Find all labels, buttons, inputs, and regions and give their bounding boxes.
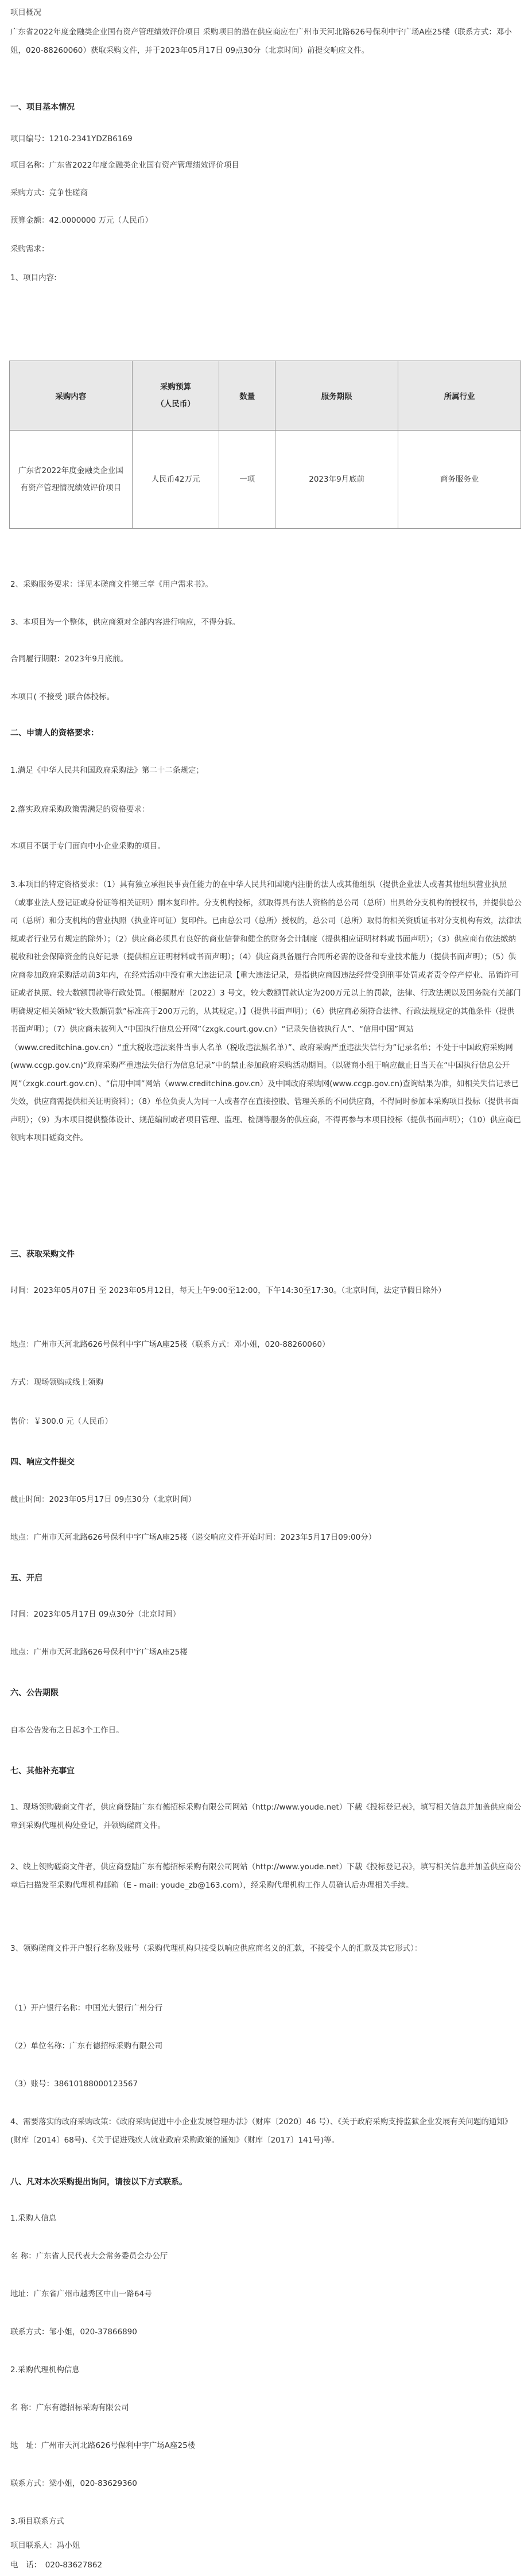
document-price: 售价：￥300.0 元（人民币） [10,1417,112,1426]
table-header-row [10,361,521,431]
purchaser-address: 地址：广东省广州市越秀区中山一路64号 [10,2290,152,2299]
bank-account: （3）账号：38610188000123567 [10,2079,138,2089]
whole-project-note: 3、本项目为一个整体，供应商须对全部内容进行响应，不得分拆。 [10,618,240,627]
overview-text: 广东省2022年度金融类企业国有资产管理绩效评价项目 采购项目的潜在供应商应在广州市天河北路626号保利中宇广场A座25楼（联系方式：邓小姐，020-88260060）获取采购文件，并于2023年05月17日 09点30分（北京时间）前提交响应文件。 [10,28,512,55]
supplement-item-4: 4、需要落实的政府采购政策：《政府采购促进中小企业发展管理办法》（财库〔2020〕46 号）、《关于政府采购支持监狱企业发展有关问题的通知》(财库〔2014〕68号)、《关于促进残疾人就业政府采购政策的通知》（财库〔2017〕141号)等。 [10,2117,512,2145]
project-contact-phone: 电 话： 020-83627862 [10,2560,103,2570]
section-7-heading: 七、其他补充事宜 [10,1767,75,1776]
agency-title: 2.采购代理机构信息 [10,2365,80,2374]
section-4-heading: 四、响应文件提交 [10,1458,75,1467]
opening-place: 地点：广州市天河北路626号保利中宇广场A座25楼 [10,1648,188,1657]
table-header: 服务期限 [275,361,398,431]
section-5-heading: 五、开启 [10,1574,42,1583]
table-cell: 2023年9月底前 [275,431,398,529]
agency-name: 名 称：广东有德招标采购有限公司 [10,2403,129,2412]
section-1-heading: 一、项目基本情况 [10,103,75,112]
table-cell: 人民币42万元 [132,431,219,529]
supplement-item-3: 3、领购磋商文件开户银行名称及账号（采购代理机构只接受以响应供应商名义的汇款，不接受个人的汇款及其它形式）： [10,1944,422,1953]
overview-heading: 项目概况 [10,8,41,17]
qualification-2-detail: 本项目不属于专门面向中小企业采购的项目。 [10,842,165,851]
project-number: 项目编号：1210-2341YDZB6169 [10,134,133,144]
notice-period: 自本公告发布之日起3个工作日。 [10,1726,124,1735]
table-header: 采购内容 [10,361,133,431]
table-header: 采购预算 （人民币） [132,361,219,431]
service-requirement: 2、采购服务要求：详见本磋商文件第三章《用户需求书》。 [10,580,213,589]
table-cell: 商务服务业 [398,431,521,529]
agency-address: 地 址：广州市天河北路626号保利中宇广场A座25楼 [10,2441,196,2450]
table-header: 所属行业 [398,361,521,431]
bank-branch: （1）开户银行名称：中国光大银行广州分行 [10,2004,163,2013]
agency-contact: 联系方式：梁小姐，020-83629360 [10,2479,137,2488]
qualification-2: 2.落实政府采购政策需满足的资格要求： [10,805,150,814]
table-row [10,431,521,529]
purchaser-title: 1.采购人信息 [10,2214,57,2223]
section-6-heading: 六、公告期限 [10,1688,59,1698]
submission-deadline: 截止时间：2023年05月17日 09点30分（北京时间） [10,1495,196,1504]
acquisition-way: 方式：现场领购或线上领购 [10,1378,103,1387]
qualification-1: 1.满足《中华人民共和国政府采购法》第二十二条规定； [10,766,204,775]
acquisition-time: 时间：2023年05月07日 至 2023年05月12日，每天上午9:00至12:00，下午14:30至17:30。（北京时间，法定节假日除外） [10,1286,446,1295]
section-2-heading: 二、申请人的资格要求： [10,729,99,738]
project-content-label: 1、项目内容: [10,273,57,282]
supplement-item-2: 2、线上领购磋商文件者，供应商登陆广东有德招标采购有限公司网站（http://www.youde.net）下载《投标登记表》，填写相关信息并加盖供应商公章后扫描发至采购代理机构邮箱（E - mail: youde_zb@163.com），经采购代理机构工作人员确认后办理相关手续。 [10,1862,521,1890]
submission-place: 地点：广州市天河北路626号保利中宇广场A座25楼（递交响应文件开始时间：2023年5月17日09:00分） [10,1533,376,1542]
table-cell: 一项 [219,431,275,529]
project-contact-title: 3.项目联系方式 [10,2517,64,2526]
consortium-note: 本项目( 不接受 )联合体投标。 [10,692,115,702]
qualification-3: 3.本项目的特定资格要求：（1）具有独立承担民事责任能力的在中华人民共和国境内注册的法人或其他组织（提供企业法人或者其他组织营业执照（或事业法人登记证或身份证等相关证明）副本复印件。分支机构投标，须取得具有法人资格的总公司（总所）出具给分支机构的授权书，并提供总公司（总所）和分支机构的营业执照（执业许可证）复印件。已由总公司（总所）授权的，总公司（总所）取得的相关资质证书对分支机构有效，法律法规或者行业另有规定的除外）；（2）供应商必须具有良好的商业信誉和健全的财务会计制度（提供相应证明材料或书面声明）；（3）供应商有依法缴纳税收和社会保障资金的良好记录（提供相应证明材料或书面声明）；（4）供应商具备履行合同所必需的设备和专业技术能力（提供书面声明）；（5）供应商参加政府采购活动前3年内，在经营活动中没有重大违法记录【重大违法记录，是指供应商因违法经营受到刑事处罚或者责令停产停业、吊销许可证或者执照、较大数额罚款等行政处罚。（根据财库〔2022〕3 号文，较大数额罚款认定为200万元以上的罚款，法律、行政法规以及国务院有关部门明确规定相关领域“较大数额罚款”标准高于200万元的，从其规定。）】（提供书面声明）；（6）供应商必须符合法律、行政法规规定的其他条件（提供书面声明）；（7）供应商未被列入“中国执行信息公开网”（zxgk.court.gov.cn）“记录失信被执行人”、“信用中国”网站（www.creditchina.gov.cn）“重大税收违法案件当事人名单（税收违法黑名单）”、政府采购严重违法失信行为”记录名单；不处于中国政府采购网(www.ccgp.gov.cn)“政府采购严重违法失信行为信息记录”中的禁止参加政府采购活动期间。（以磋商小组于响应截止日当天在“中国执行信息公开网”（zxgk.court.gov.cn）、“信用中国”网站（www.creditchina.gov.cn）及中国政府采购网(www.ccgp.gov.cn)查询结果为准，如相关失信记录已失效，供应商需提供相关证明资料）；（8）单位负责人为同一人或者存在直接控股、管理关系的不同供应商，不得同时参加本采购项目投标（提供书面声明）；（9）为本项目提供整体设计、规范编制或者项目管理、监理、检测等服务的供应商，不得再参与本项目投标（提供书面声明）；（10）供应商已领购本项目磋商文件。 [10,880,522,1142]
bank-unit: （2）单位名称：广东有德招标采购有限公司 [10,2042,163,2051]
project-contact-person: 项目联系人：冯小姐 [10,2541,80,2550]
procurement-requirement: 采购需求： [10,245,49,254]
opening-time: 时间：2023年05月17日 09点30分（北京时间） [10,1610,181,1619]
purchaser-name: 名 称：广东省人民代表大会常务委员会办公厅 [10,2252,168,2261]
procurement-method: 采购方式：竞争性磋商 [10,188,88,197]
contract-period: 合同履行期限：2023年9月底前。 [10,654,128,664]
section-8-heading: 八、凡对本次采购提出询问，请按以下方式联系。 [10,2178,187,2187]
section-3-heading: 三、获取采购文件 [10,1250,75,1259]
budget-amount: 预算金额：42.0000000 万元（人民币） [10,216,153,225]
purchaser-contact: 联系方式：邹小姐，020-37866890 [10,2327,137,2337]
table-header: 数量 [219,361,275,431]
project-name: 项目名称：广东省2022年度金融类企业国有资产管理绩效评价项目 [10,161,239,170]
acquisition-place: 地点：广州市天河北路626号保利中宇广场A座25楼（联系方式：邓小姐，020-88260060） [10,1340,330,1349]
table-cell: 广东省2022年度金融类企业国有资产管理情况绩效评价项目 [10,431,133,529]
supplement-item-1: 1、现场领购磋商文件者，供应商登陆广东有德招标采购有限公司网站（http://www.youde.net）下载《投标登记表》，填写相关信息并加盖供应商公章到采购代理机构处登记，并领购磋商文件。 [10,1803,521,1830]
procurement-table [9,361,521,529]
